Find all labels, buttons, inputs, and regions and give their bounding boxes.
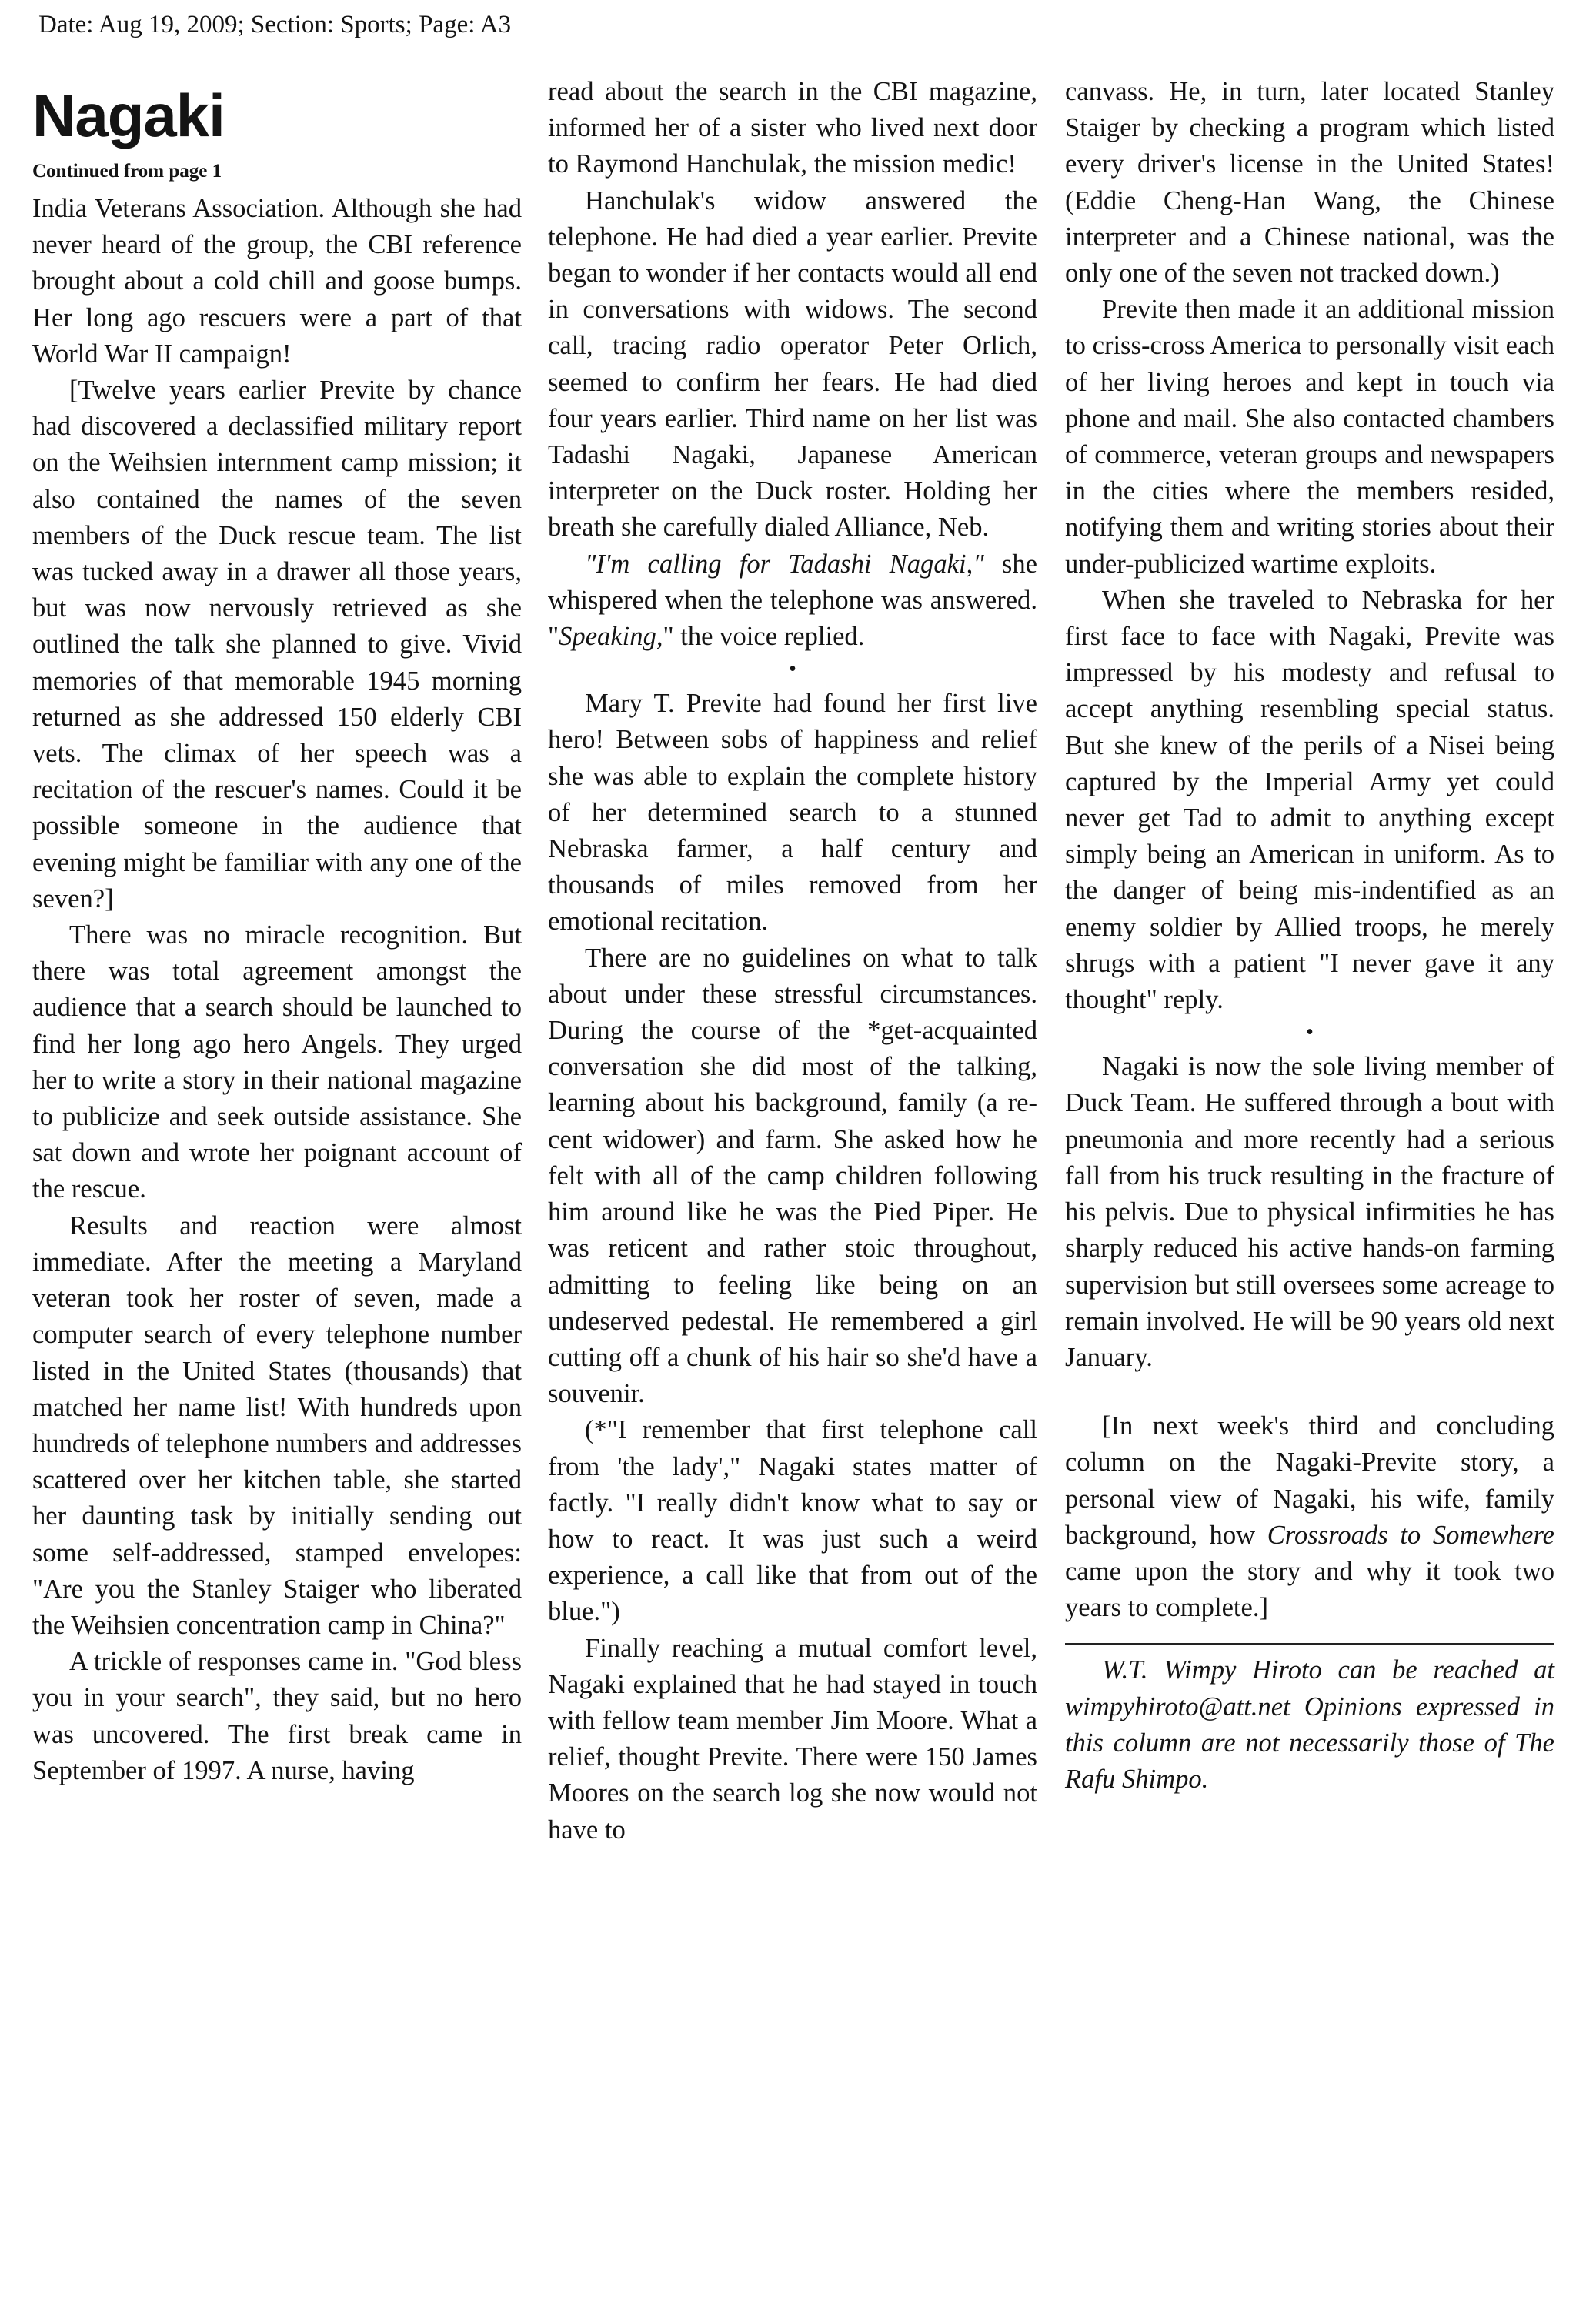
byline-text: The Rafu Shimpo. bbox=[1065, 1728, 1554, 1794]
paragraph: Hanchulak's widow answered the telephone. He had died a year earlier. Previte began to wonder if her contacts would all end in conversations with widows. The second call, tracing radio operator Peter Orlich, seemed to confirm her fears. He had died four years earlier. Third name on her list was Tadashi Nagaki, Japanese American interpreter on the Duck roster. Holding her breath she carefully dialed Alliance, Neb. bbox=[548, 185, 1037, 543]
paragraph: There was no miracle recognition. But there was total agreement amongst the audience that a search should be launched to find her long ago hero Angels. They urged her to write a story in their national magazine to publicize and seek outside assistance. She sat down and wrote her poignant account of the rescue. bbox=[32, 920, 522, 1204]
spacer bbox=[1065, 1376, 1554, 1408]
book-title: Crossroads to Somewhere bbox=[1267, 1520, 1554, 1550]
quote-italic: "I'm calling for Tadashi Nagaki," bbox=[585, 549, 984, 579]
paragraph: There are no guidelines on what to talk about under these stressful circumstances. During the course of the *get-acquainted conversation she did most of the talking, learning about his background, family (a recent widower) and farm. She asked how he felt with all of the camp children following him around like he was the Pied Piper. He was reticent and rather stoic throughout, admitting to feeling like being on an undeserved pedestal. He remembered a girl cutting off a chunk of his hair so she'd have a souvenir. bbox=[548, 943, 1037, 1409]
note-text: [In next week's third and concluding column on the Nagaki-Previte story, a personal view of Nagaki, his wife, family background, how bbox=[1065, 1411, 1554, 1550]
paragraph: Finally reaching a mutual comfort level, Nagaki explained that he had stayed in touch with fellow team member Jim Moore. What a relief, thought Previte. There were 150 James Moores on the search log she now would not have to bbox=[548, 1633, 1037, 1845]
paragraph: canvass. He, in turn, later located Stanley Staiger by checking a program which listed every driver's license in the United States! (Eddie Cheng-Han Wang, the Chinese interpreter and a Chinese national, was the only one of the seven not tracked down.) bbox=[1065, 77, 1554, 289]
paragraph: read about the search in the CBI magazine, informed her of a sister who lived next door to Raymond Hanchulak, the mission medic! bbox=[548, 77, 1037, 179]
paragraph: Nagaki is now the sole living member of Duck Team. He suffered through a bout with pneumonia and more recently had a serious fall from his truck resulting in the fracture of his pelvis. Due to physical infirmities he has sharply reduced his active hands-on farming supervision but still oversees some acreage to remain involved. He will be 90 years old next January. bbox=[1065, 1052, 1554, 1372]
quote-italic: Speaking, bbox=[559, 622, 663, 652]
article-column-2 bbox=[548, 74, 1037, 1848]
paragraph: (*"I remember that first telephone call from 'the lady'," Nagaki states matter of factly. "I really didn't know what to say or how to react. It was just such a weird experience, a call like that from out of the blue.") bbox=[548, 1415, 1037, 1627]
paragraph: Previte then made it an additional mission to criss-cross America to personally visit each of her living heroes and kept in touch via phone and mail. She also contacted chambers of commerce, veteran groups and newspapers in the cities where the members resided, notifying them and writing stories about their under-publicized wartime exploits. bbox=[1065, 295, 1554, 579]
section-bullet: • bbox=[1306, 1020, 1314, 1045]
author-byline bbox=[1065, 1652, 1554, 1798]
byline-italic: W.T. Wimpy Hiroto can be reached at wimpyhiroto@att.net Opinions expressed in this column are not necessarily those of bbox=[1065, 1655, 1554, 1758]
paragraph bbox=[548, 546, 1037, 656]
quote-text: she whispered when the telephone was answered. " bbox=[548, 549, 1037, 652]
paragraph: When she traveled to Nebraska for her first face to face with Nagaki, Previte was impressed by his modesty and refusal to accept anything resembling special status. But she knew of the perils of a Nisei being captured by the Imperial Army yet could never get Tad to admit to anything except simply being an American in uniform. As to the danger of being mis-indentified as an enemy soldier by Allied troops, he merely shrugs with a patient "I never gave it any thought" reply. bbox=[1065, 585, 1554, 1015]
note-text: came upon the story and why it took two years to complete.] bbox=[1065, 1556, 1554, 1623]
article-column-3 bbox=[1065, 74, 1554, 1798]
paragraph: A trickle of responses came in. "God bless you in your search", they said, but no hero was uncovered. The first break came in September of 1997. A nurse, having bbox=[32, 1647, 522, 1785]
paragraph bbox=[1065, 1408, 1554, 1626]
paragraph: [Twelve years earlier Previte by chance had discovered a declassified military report on the Weihsien internment camp mission; it also contained the names of the seven members of the Duck rescue team. The list was tucked away in a drawer all those years, but was now nervously retrieved as she outlined the talk she planned to give. Vivid memories of that memorable 1945 morning returned as she addressed 150 elderly CBI vets. The climax of her speech was a recitation of the rescuer's names. Could it be possible someone in the audience that evening might be familiar with any one of the seven?] bbox=[32, 376, 522, 913]
dateline: Date: Aug 19, 2009; Section: Sports; Page: A3 bbox=[38, 11, 512, 38]
divider-rule bbox=[1065, 1643, 1554, 1645]
quote-text: " the voice replied. bbox=[663, 622, 865, 652]
paragraph: Results and reaction were almost immediate. After the meeting a Maryland veteran took her roster of seven, made a computer search of every telephone number listed in the United States (thousands) that matched her name list! With hundreds upon hundreds of telephone numbers and addresses scattered over her kitchen table, she started her daunting task by initially sending out some self-addressed, stamped envelopes: "Are you the Stanley Staiger who liberated the Weihsien concentration camp in China?" bbox=[32, 1210, 522, 1640]
paragraph: Mary T. Previte had found her first live hero! Between sobs of happiness and relief she was able to explain the complete history of her determined search to a stunned Nebraska farmer, a half century and thousands of miles removed from her emotional recitation. bbox=[548, 689, 1037, 937]
continued-note: Continued from page 1 bbox=[32, 161, 222, 182]
headline: Nagaki bbox=[32, 82, 225, 149]
paragraph: India Veterans Association. Although she had never heard of the group, the CBI reference brought about a cold chill and goose bumps. Her long ago rescuers were a part of that World War II campaign! bbox=[32, 194, 522, 369]
section-bullet: • bbox=[789, 657, 796, 682]
article-column-1 bbox=[32, 77, 522, 1789]
